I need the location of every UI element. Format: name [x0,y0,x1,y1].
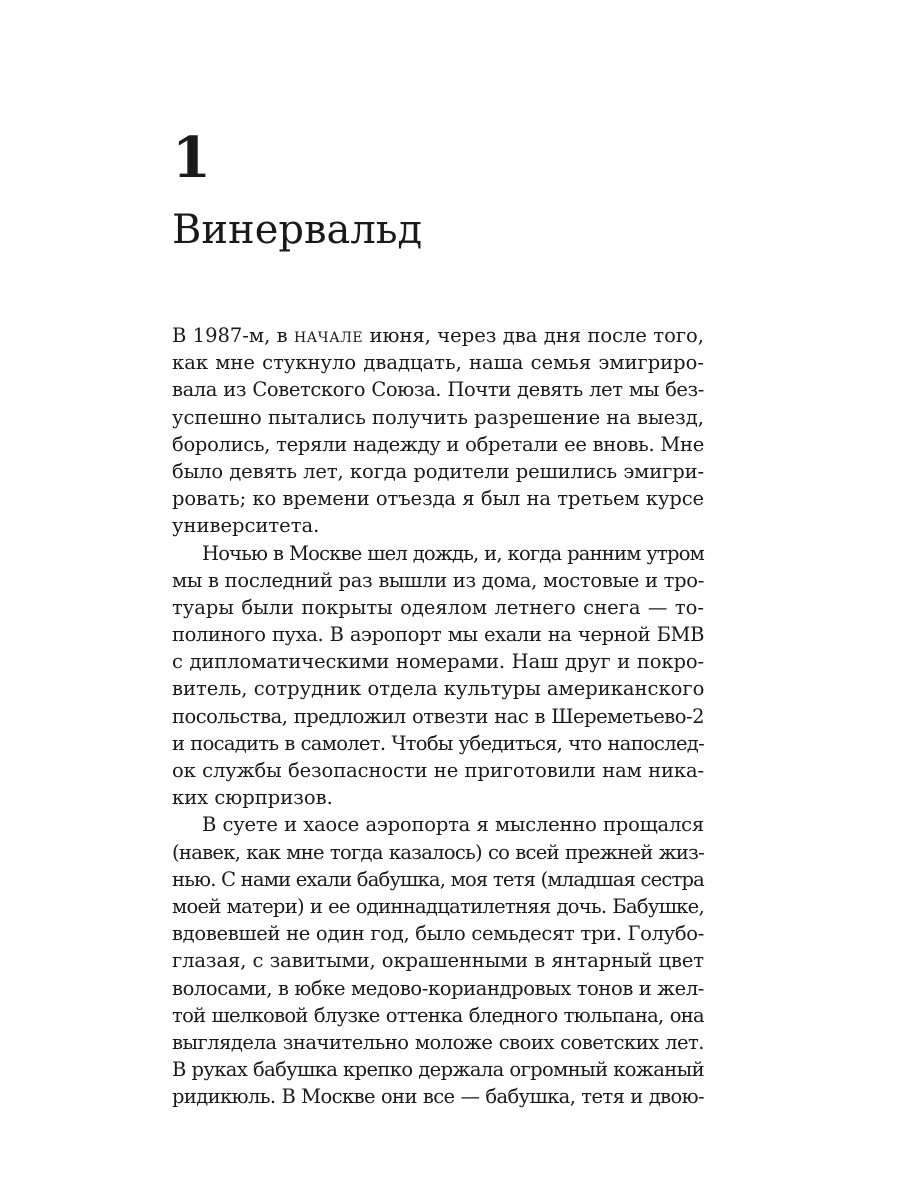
text-line: В суете и хаосе аэропорта я мысленно прощался [202,813,704,837]
text-line: туары были покрыты одеялом летнего снега — то- [172,595,704,619]
text-line: ридикюль. В Москве они все — бабушка, тетя и двою- [172,1085,704,1109]
text-line: было девять лет, когда родители решились эмигри- [172,459,704,483]
text-line: В 1987-м, в начале июня, через два дня после того, [172,324,704,347]
text-line: (навек, как мне тогда казалось) со всей прежней жиз- [172,840,704,864]
text-line: выглядела значительно моложе своих советских лет. [172,1030,704,1054]
text-line: как мне стукнуло двадцать, наша семья эмигриро- [172,351,704,375]
text-line: вдовевшей не один год, было семьдесят три. Голубо- [172,922,704,946]
text-line: нью. С нами ехали бабушка, моя тетя (младшая сестра [172,867,704,891]
text-line: волосами, в юбке медово-кориандровых тонов и жел- [172,976,704,1000]
text-line: моей матери) и ее одиннадцатилетняя дочь. Бабушке, [172,894,704,918]
text-line: ких сюрпризов. [172,786,333,810]
text-line: боролись, теряли надежду и обретали ее вновь. Мне [172,432,704,456]
text-line: вала из Советского Союза. Почти девять лет мы без- [172,378,704,402]
smallcaps-lead: начале [293,324,364,347]
chapter-title: Винервальд [172,207,423,253]
text-line: В руках бабушка крепко держала огромный кожаный [172,1058,704,1082]
text-line: глазая, с завитыми, окрашенными в янтарный цвет [172,949,704,973]
text-line: мы в последний раз вышли из дома, мостовые и тро- [172,568,704,592]
text-line: и посадить в самолет. Чтобы убедиться, что напослед- [172,731,704,755]
text-line: ровать; ко времени отъезда я был на третьем курсе [172,487,704,511]
text-line: витель, сотрудник отдела культуры американского [172,677,705,701]
body-text [172,322,704,1110]
text-line: той шелковой блузке оттенка бледного тюльпана, она [172,1003,704,1027]
chapter-number: 1 [172,125,211,191]
text-line: ок службы безопасности не приготовили нам ника- [172,759,704,782]
text-line: с дипломатическими номерами. Наш друг и покро- [172,650,704,674]
text-line: успешно пытались получить разрешение на выезд, [172,405,705,429]
text-line: посольства, предложил отвезти нас в Шереметьево-2 [172,704,704,728]
text-line: полиного пуха. В аэропорт мы ехали на черной БМВ [172,623,704,647]
text-line: университета. [172,514,320,538]
text-line: Ночью в Москве шел дождь, и, когда ранним утром [202,541,704,565]
